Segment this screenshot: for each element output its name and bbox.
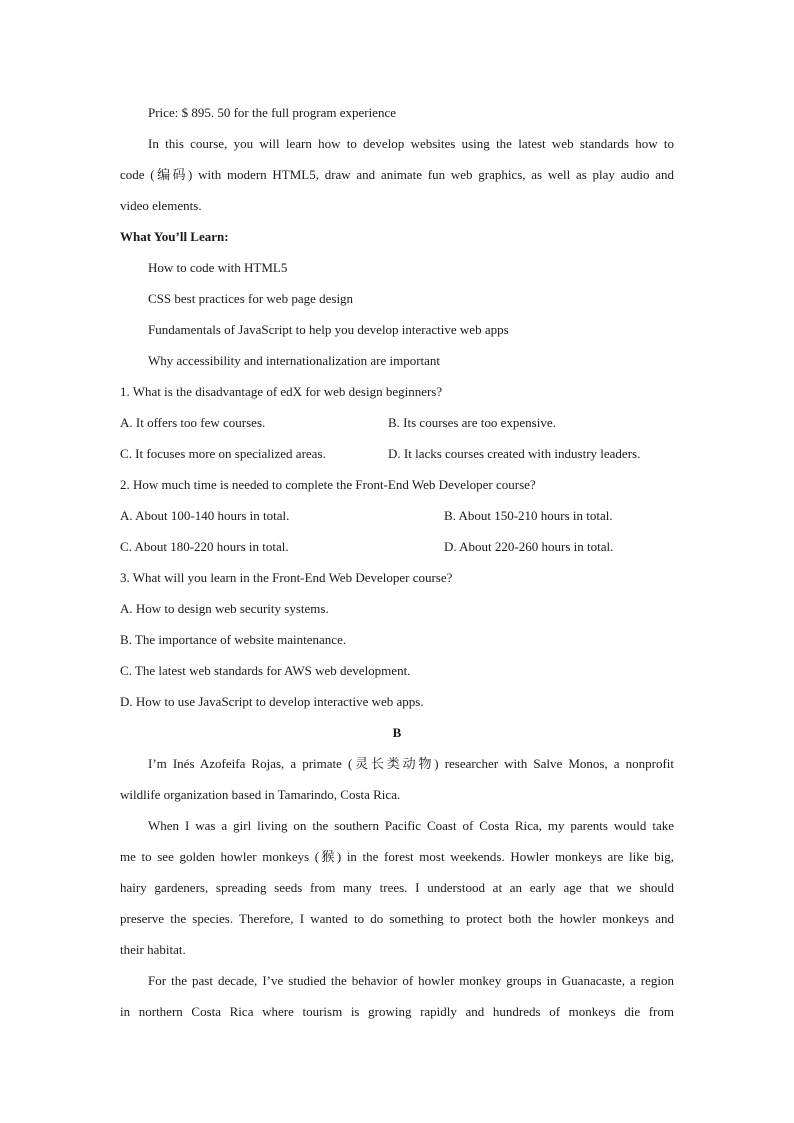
option-d: D. About 220-260 hours in total.: [444, 539, 614, 554]
learn-item: Fundamentals of JavaScript to help you develop interactive web apps: [148, 322, 509, 337]
option-a: A. About 100-140 hours in total.: [120, 508, 290, 523]
question-2-options-row-2: [120, 531, 674, 562]
option-a: A. It offers too few courses.: [120, 415, 266, 430]
option-b: B. About 150-210 hours in total.: [444, 508, 613, 523]
learn-item: How to code with HTML5: [148, 260, 288, 275]
passage-line: I’m Inés Azofeifa Rojas, a primate (灵长类动物) researcher with Salve Monos, a nonprofit: [148, 756, 674, 771]
intro-line-1: In this course, you will learn how to develop websites using the latest web standards how to: [148, 136, 674, 151]
passage-line: me to see golden howler monkeys (猴) in the forest most weekends. Howler monkeys are like big,: [120, 849, 674, 864]
option-b: B. The importance of website maintenance.: [120, 632, 347, 647]
price-line: Price: $ 895. 50 for the full program experience: [148, 105, 396, 120]
question-1-options-row-1: [120, 407, 674, 438]
option-b: B. Its courses are too expensive.: [388, 415, 556, 430]
intro-line-2: code (编码) with modern HTML5, draw and animate fun web graphics, as well as play audio and: [120, 167, 674, 182]
section-b-heading: B: [392, 725, 402, 740]
option-c: C. It focuses more on specialized areas.: [120, 446, 326, 461]
learn-item: CSS best practices for web page design: [148, 291, 354, 306]
passage-line: preserve the species. Therefore, I wanted to do something to protect both the howler monkeys and: [120, 911, 674, 926]
option-c: C. The latest web standards for AWS web development.: [120, 663, 411, 678]
question-2-stem: 2. How much time is needed to complete the Front-End Web Developer course?: [120, 477, 536, 492]
option-d: D. How to use JavaScript to develop interactive web apps.: [120, 694, 424, 709]
option-a: A. How to design web security systems.: [120, 601, 329, 616]
passage-line: For the past decade, I’ve studied the behavior of howler monkey groups in Guanacaste, a region: [148, 973, 674, 988]
passage-line: When I was a girl living on the southern Pacific Coast of Costa Rica, my parents would take: [148, 818, 674, 833]
learn-item: Why accessibility and internationalization are important: [148, 353, 441, 368]
passage-line: in northern Costa Rica where tourism is growing rapidly and hundreds of monkeys die from: [120, 1004, 674, 1019]
question-2-options-row-1: [120, 500, 674, 531]
question-1-stem: 1. What is the disadvantage of edX for web design beginners?: [120, 384, 443, 399]
passage-line: wildlife organization based in Tamarindo, Costa Rica.: [120, 787, 401, 802]
intro-line-3: video elements.: [120, 198, 202, 213]
question-1-options-row-2: [120, 438, 674, 469]
option-d: D. It lacks courses created with industry leaders.: [388, 446, 641, 461]
document-page: [120, 97, 674, 1027]
passage-line: their habitat.: [120, 942, 186, 957]
learn-heading: What You’ll Learn:: [120, 229, 229, 244]
passage-line: hairy gardeners, spreading seeds from many trees. I understood at an early age that we should: [120, 880, 674, 895]
option-c: C. About 180-220 hours in total.: [120, 539, 289, 554]
question-3-stem: 3. What will you learn in the Front-End Web Developer course?: [120, 570, 453, 585]
